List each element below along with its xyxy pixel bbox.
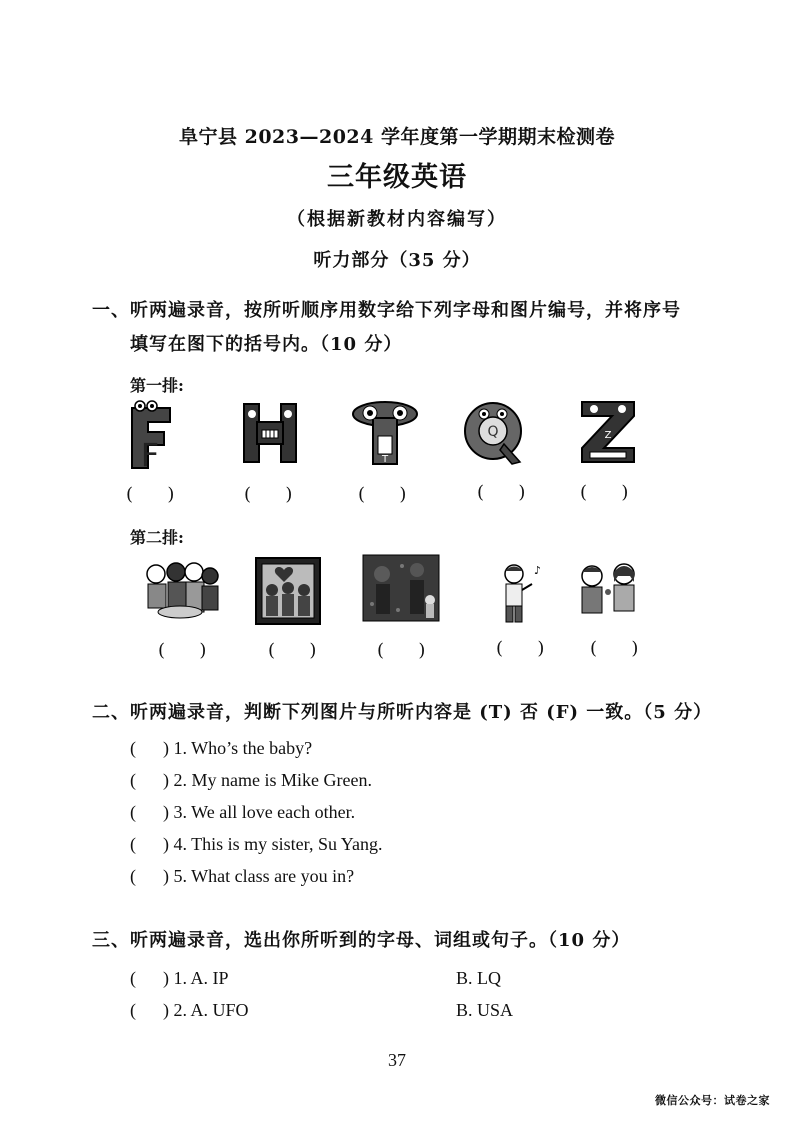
dark-scene-picture [362,554,440,626]
section3-item-1-option-b[interactable]: B. LQ [456,968,501,988]
row1-answer-1[interactable]: ( ) [126,484,175,505]
section2-item-4[interactable]: ( ) 4. This is my sister, Su Yang. [130,834,383,854]
letter-q-picture [462,400,527,470]
section3-item-2-option-a[interactable]: ( ) 2. A. UFO [130,1000,249,1020]
wechat-note: 微信公众号：试卷之家 [655,1094,770,1107]
row2-answer-2[interactable]: ( ) [268,640,317,661]
row1-answer-2[interactable]: ( ) [244,484,293,505]
row1-label: 第一排: [130,376,184,395]
section2-item-1[interactable]: ( ) 1. Who’s the baby? [130,738,313,758]
section2-item-2[interactable]: ( ) 2. My name is Mike Green. [130,770,372,790]
section3-heading: 三、听两遍录音，选出你所听到的字母、词组或句子。（10 分） [92,930,631,951]
subtitle-note: （根据新教材内容编写） [287,209,507,230]
section2-item-5[interactable]: ( ) 5. What class are you in? [130,866,355,886]
two-children-picture [576,562,646,622]
row2-answer-4[interactable]: ( ) [496,638,545,659]
family-photo-frame-picture [254,556,322,630]
section3-item-1-option-a[interactable]: ( ) 1. A. IP [130,968,229,988]
family-group-picture [140,560,225,626]
row1-answer-3[interactable]: ( ) [358,484,407,505]
part-title: 听力部分（35 分） [313,250,481,271]
section1-heading-line1: 一、听两遍录音，按所听顺序用数字给下列字母和图片编号，并将序号 [92,300,681,321]
letter-h-text: H [266,452,274,463]
svg-text:♪: ♪ [534,564,542,577]
section1-heading-line2: 填写在图下的括号内。（10 分） [130,334,403,355]
letter-f-picture [122,400,177,476]
letter-t-picture [350,398,420,470]
boy-singing-picture [496,562,546,628]
page-number: 37 [388,1050,406,1070]
section3-item-2-option-b[interactable]: B. USA [456,1000,514,1020]
letter-t-text: T [381,454,389,465]
row1-answer-5[interactable]: ( ) [580,482,629,503]
row1-answer-4[interactable]: ( ) [477,482,526,503]
row2-answer-3[interactable]: ( ) [377,640,426,661]
letter-q-text: Q [487,424,499,440]
row2-answer-5[interactable]: ( ) [590,638,639,659]
letter-h-picture [240,400,300,469]
letter-z-text: Z [604,430,612,441]
exam-title: 阜宁县 2023—2024 学年度第一学期期末检测卷 [179,126,615,148]
row2-label: 第二排: [130,528,184,547]
row2-answer-1[interactable]: ( ) [158,640,207,661]
section2-item-3[interactable]: ( ) 3. We all love each other. [130,802,356,822]
section2-heading: 二、听两遍录音，判断下列图片与所听内容是 (T) 否 (F) 一致。（5 分） [92,702,713,723]
letter-f-text: F [140,436,160,472]
subject-title: 三年级英语 [327,162,467,193]
letter-z-picture [578,398,638,470]
